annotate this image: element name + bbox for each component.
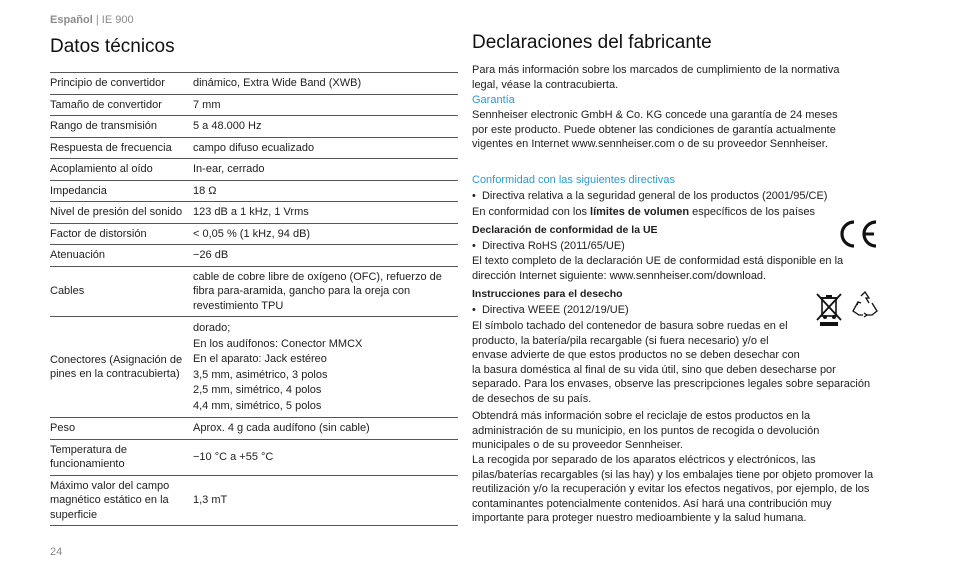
spec-row [50, 180, 458, 202]
spec-row [50, 317, 458, 418]
page-header [50, 14, 134, 26]
spec-value-line: En el aparato: Jack estéreo [193, 353, 327, 365]
disposal-bullet-text: Directiva WEEE (2012/19/UE) [481, 304, 629, 316]
volume-limits-text [472, 205, 882, 220]
spec-value-line: −26 dB [193, 249, 229, 261]
spec-value [193, 223, 458, 245]
spec-value-line: dorado; [193, 322, 231, 334]
disposal-paragraph-1: El símbolo tachado del contenedor de basura sobre ruedas en el producto, la batería/pila recargable (si fuera necesario) y/o el envase advierte de que estos productos no se deben desechar con la basura doméstica al final de su vida útil, sino que deben desecharse por separado. Para los envases, observe las prescripciones legales sobre separación de desechos de su país. [472, 320, 871, 405]
spec-label: Principio de convertidor [50, 77, 165, 89]
spec-value [193, 116, 458, 138]
page-number: 24 [50, 546, 63, 558]
spec-value-line: −10 °C a +55 °C [193, 450, 274, 463]
eu-bullet-item [472, 239, 882, 254]
eu-declaration-text: El texto completo de la declaración UE de conformidad está disponible en la dirección Internet siguiente: www.sennheiser.com/download. [472, 255, 844, 282]
spec-label: Impedancia [50, 184, 107, 197]
spec-row [50, 418, 458, 440]
spec-row [50, 202, 458, 224]
conformity-bullet-text: Directiva relativa a la seguridad general de los productos (2001/95/CE) [481, 190, 828, 202]
spec-label: Nivel de presión del sonido [50, 206, 183, 218]
eu-bullet-text: Directiva RoHS (2011/65/UE) [481, 240, 625, 252]
intro-text: Para más información sobre los marcados de cumplimiento de la normativa legal, véase la contracubierta. [472, 64, 840, 91]
warranty-heading: Garantía [472, 94, 515, 106]
volume-post: específicos de los países [689, 206, 816, 218]
spec-value [193, 180, 458, 202]
spec-label: Respuesta de frecuencia [50, 141, 172, 154]
spec-value-line: 5 a 48.000 Hz [193, 120, 262, 132]
spec-value-line: 4,4 mm, simétrico, 5 polos [193, 399, 322, 412]
spec-label: Máximo valor del campo magnético estático en la superficie [50, 479, 170, 521]
spec-row [50, 439, 458, 475]
eu-declaration-heading: Declaración de conformidad de la UE [472, 224, 658, 236]
spec-label: Factor de distorsión [50, 227, 147, 240]
spec-value-line: 18 Ω [193, 184, 217, 197]
spec-value-line: campo difuso ecualizado [193, 141, 315, 154]
spec-value [193, 245, 458, 267]
spec-label: Acoplamiento al oído [50, 163, 153, 175]
spec-value [193, 266, 458, 317]
spec-value-line: dinámico, Extra Wide Band (XWB) [193, 77, 362, 89]
bullet: • [472, 304, 476, 316]
disposal-heading: Instrucciones para el desecho [472, 288, 623, 300]
warranty-text: Sennheiser electronic GmbH & Co. KG concede una garantía de 24 meses por este producto. Puede obtener las condiciones de garantía actualmente vigentes en Internet www.sennheiser.com o de su proveedor Sennheiser. [472, 109, 838, 150]
spec-row [50, 245, 458, 267]
weee-bin-icon [814, 291, 844, 332]
spec-row [50, 73, 458, 95]
bullet: • [472, 190, 476, 202]
spec-label: Tamaño de convertidor [50, 98, 162, 111]
spec-label: Temperatura de funcionamiento [50, 443, 128, 470]
spec-value-line: 1,3 mT [193, 494, 228, 506]
spec-value [193, 137, 458, 159]
spec-label: Peso [50, 422, 76, 434]
spec-row [50, 159, 458, 181]
spec-value-line: 7 mm [193, 98, 221, 111]
spec-label: Rango de transmisión [50, 120, 158, 132]
spec-value-line: Aprox. 4 g cada audífono (sin cable) [193, 422, 370, 434]
spec-row [50, 266, 458, 317]
header-language: Español [50, 14, 93, 26]
volume-pre: En conformidad con los [472, 206, 591, 218]
spec-row [50, 475, 458, 526]
bullet: • [472, 240, 476, 252]
spec-value-line: < 0,05 % (1 kHz, 94 dB) [193, 227, 311, 240]
spec-value [193, 317, 458, 418]
specs-table [50, 72, 458, 526]
spec-label: Cables [50, 285, 85, 297]
spec-value [193, 418, 458, 440]
header-separator: | [92, 14, 102, 26]
spec-row [50, 94, 458, 116]
volume-bold: límites de volumen [590, 206, 690, 218]
disposal-text-2: Obtendrá más información sobre el reciclaje de estos productos en la administración de su municipio, en los puntos de recogida o devolución municipales o de su proveedor Sennheiser. [472, 410, 820, 451]
spec-value-line: In-ear, cerrado [193, 163, 265, 175]
spec-label: Atenuación [50, 249, 106, 261]
technical-data-title: Datos técnicos [50, 36, 175, 57]
ce-mark-icon [834, 217, 880, 256]
declarations-title: Declaraciones del fabricante [472, 32, 712, 53]
spec-value-line: 3,5 mm, asimétrico, 3 polos [193, 368, 328, 381]
disposal-text-1 [472, 319, 882, 406]
conformity-heading: Conformidad con las siguientes directivas [472, 174, 675, 186]
conformity-bullet-item [472, 189, 882, 204]
spec-value-line: cable de cobre libre de oxígeno (OFC), refuerzo de fibra para-aramida, gancho para la oreja con revestimiento TPU [193, 270, 442, 312]
spec-label: Conectores (Asignación de pines en la contracubierta) [50, 353, 183, 380]
spec-row [50, 137, 458, 159]
spec-value-line: En los audífonos: Conector MMCX [193, 337, 363, 350]
disposal-text-3: La recogida por separado de los aparatos eléctricos y electrónicos, las pilas/baterías recargables (si las hay) y los embalajes tiene por objeto promover la reutilización y/o la recuperación y evitar los efectos negativos, por ejemplo, de los contaminantes potencialmente contenidos. Así hará una contribución muy importante para proteger nuestro medioambiente y la salud humana. [472, 454, 874, 524]
spec-value [193, 439, 458, 475]
spec-value [193, 159, 458, 181]
spec-value-line: 123 dB a 1 kHz, 1 Vrms [193, 206, 309, 218]
spec-value-line: 2,5 mm, simétrico, 4 polos [193, 384, 322, 396]
header-model: IE 900 [101, 14, 134, 26]
spec-value [193, 202, 458, 224]
spec-value [193, 94, 458, 116]
spec-value [193, 475, 458, 526]
spec-row [50, 223, 458, 245]
recycling-icon [850, 291, 880, 324]
spec-value [193, 73, 458, 95]
spec-row [50, 116, 458, 138]
